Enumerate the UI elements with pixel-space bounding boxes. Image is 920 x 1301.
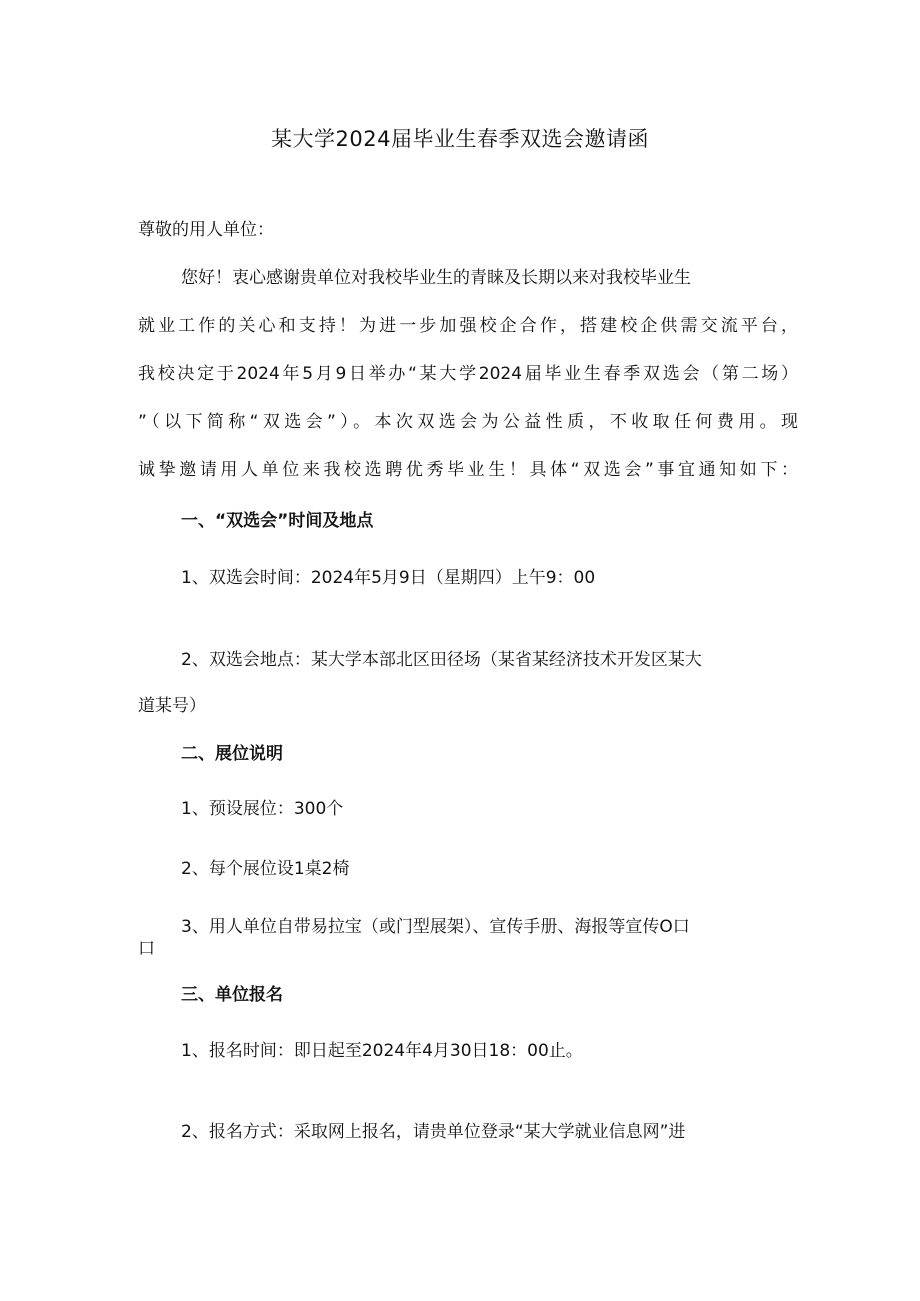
section-1-item-2-line-1: 2、双选会地点：某大学本部北区田径场（某省某经济技术开发区某大 xyxy=(181,650,702,670)
section-3-heading: 三、单位报名 xyxy=(181,985,283,1005)
intro-line-2: 就业工作的关心和支持！为进一步加强校企合作，搭建校企供需交流平台， xyxy=(138,316,798,336)
section-1-item-2-line-2: 道某号） xyxy=(138,696,206,716)
section-3-item-2: 2、报名方式：采取网上报名，请贵单位登录“某大学就业信息网”进 xyxy=(181,1122,686,1142)
section-2-item-3-line-2: 口 xyxy=(138,939,155,959)
intro-line-4: ”（以下简称“双选会”）。本次双选会为公益性质，不收取任何费用。现 xyxy=(138,412,798,432)
intro-line-5: 诚挚邀请用人单位来我校选聘优秀毕业生！具体“双选会”事宜通知如下： xyxy=(138,460,798,480)
intro-line-1: 您好！衷心感谢贵单位对我校毕业生的青睐及长期以来对我校毕业生 xyxy=(181,268,691,288)
intro-line-3: 我校决定于2024年5月9日举办“某大学2024届毕业生春季双选会（第二场） xyxy=(138,364,798,384)
section-3-item-1: 1、报名时间：即日起至2024年4月30日18：00止。 xyxy=(181,1041,583,1061)
document-title: 某大学2024届毕业生春季双选会邀请函 xyxy=(271,127,649,151)
section-1-item-1: 1、双选会时间：2024年5月9日（星期四）上午9：00 xyxy=(181,568,596,588)
salutation: 尊敬的用人单位： xyxy=(138,220,274,240)
section-2-item-1: 1、预设展位：300个 xyxy=(181,799,344,819)
section-1-heading: 一、“双选会”时间及地点 xyxy=(181,511,374,531)
section-2-item-2: 2、每个展位设1桌2椅 xyxy=(181,859,350,879)
section-2-item-3-line-1: 3、用人单位自带易拉宝（或门型展架）、宣传手册、海报等宣传O口 xyxy=(181,917,690,937)
section-2-heading: 二、展位说明 xyxy=(181,744,283,764)
